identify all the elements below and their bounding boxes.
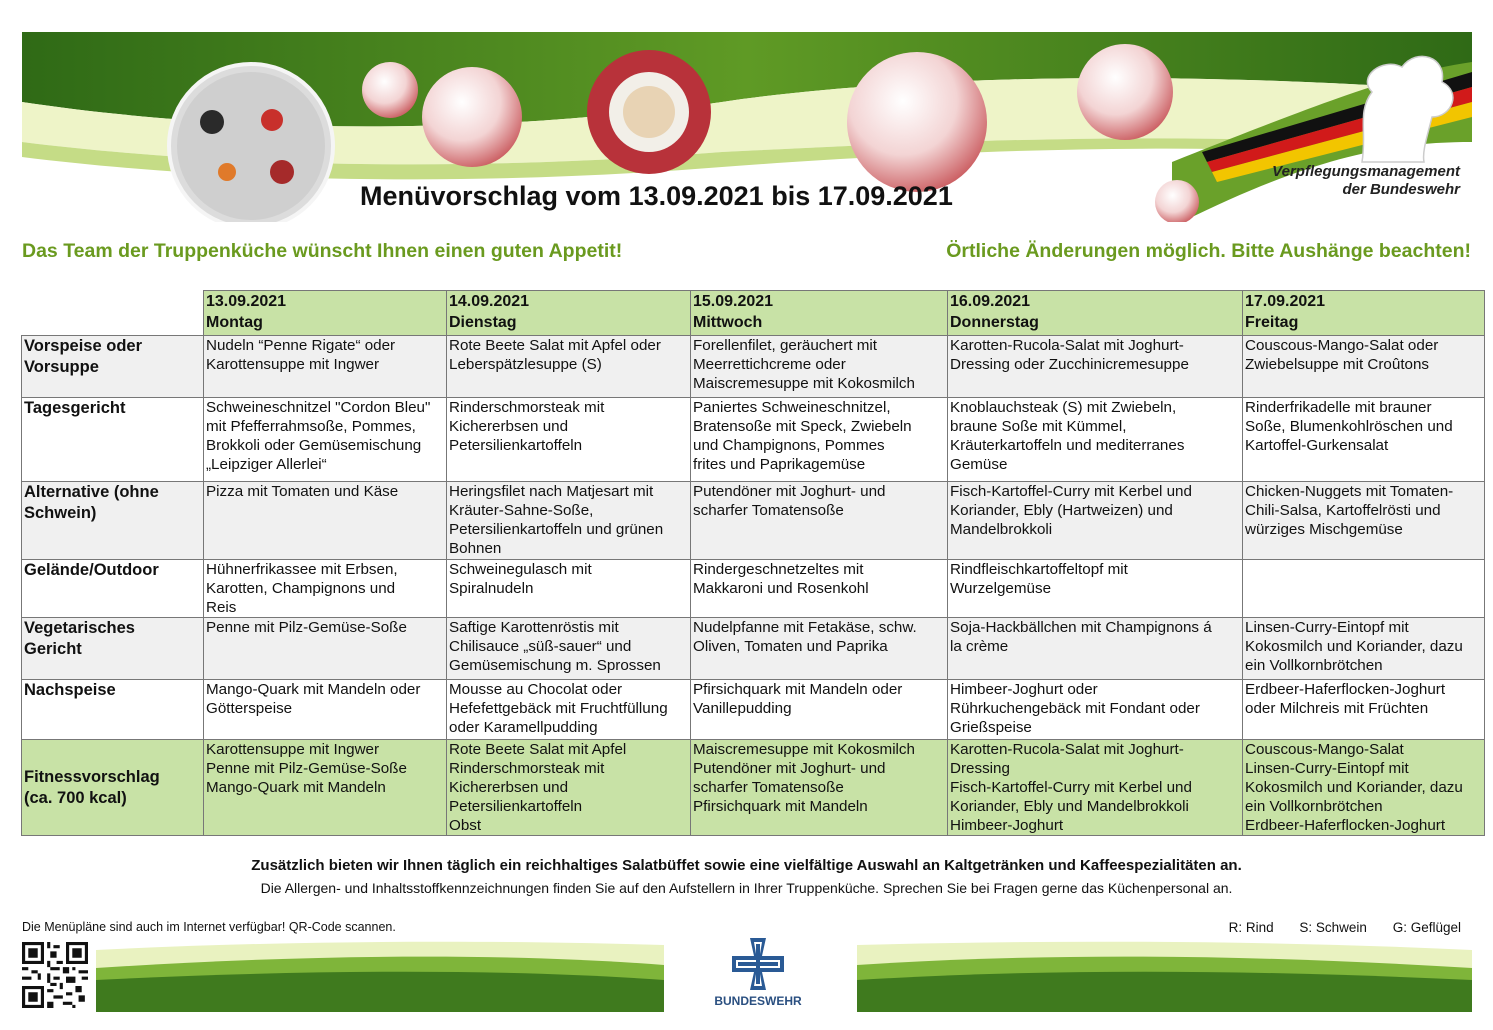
menu-cell — [691, 560, 948, 618]
menu-body — [22, 336, 1485, 836]
menu-cell — [691, 482, 948, 560]
menu-cell — [1243, 740, 1485, 836]
menu-cell-line: la crème — [950, 638, 1009, 655]
menu-cell-line: Erdbeer-Haferflocken-Joghurt — [1245, 817, 1446, 834]
menu-cell-line: Forellenfilet, geräuchert mit — [693, 337, 878, 354]
menu-cell-line: würziges Mischgemüse — [1245, 521, 1403, 538]
menu-cell-line: mit Pfefferrahmsoße, Pommes, — [206, 418, 416, 435]
day-date: 15.09.2021 — [693, 293, 774, 310]
menu-cell-line: Maiscremesuppe mit Kokosmilch — [693, 375, 915, 392]
menu-cell — [948, 618, 1243, 680]
menu-cell-line: Pizza mit Tomaten und Käse — [206, 483, 399, 500]
row-label-line: Gericht — [24, 640, 82, 658]
allergen-note: Die Allergen- und Inhaltsstoffkennzeichnungen finden Sie auf den Aufstellern in Ihrer Truppenküche. Sprechen Sie bei Fragen gerne das Küchenpersonal an. — [260, 880, 1233, 896]
menu-cell-line: Schweineschnitzel "Cordon Bleu" — [206, 399, 431, 416]
menu-cell — [204, 740, 447, 836]
day-header-row — [22, 291, 1485, 336]
salad-note: Zusätzlich bieten wir Ihnen täglich ein reichhaltiges Salatbüffet sowie eine vielfältige Auswahl an Kaltgetränken und Kaffeespezialitäten an. — [251, 857, 1242, 874]
menu-cell — [447, 560, 691, 618]
menu-cell-line: „Leipziger Allerlei“ — [206, 456, 327, 473]
menu-row — [22, 680, 1485, 740]
menu-cell-line: Putendöner mit Joghurt- und — [693, 483, 886, 500]
menu-cell-line: Paniertes Schweineschnitzel, — [693, 399, 891, 416]
meat-legend — [1207, 920, 1461, 935]
menu-cell-line: scharfer Tomatensoße — [693, 779, 844, 796]
day-date: 17.09.2021 — [1245, 293, 1326, 310]
menu-cell-line: Couscous-Mango-Salat oder — [1245, 337, 1439, 354]
day-header — [948, 291, 1243, 336]
menu-cell-line: Karottensuppe mit Ingwer — [206, 741, 380, 758]
menu-cell — [447, 740, 691, 836]
menu-cell-line: frites und Paprikagemüse — [693, 456, 866, 473]
menu-cell-line: Hefefettgebäck mit Fruchtfüllung — [449, 700, 668, 717]
menu-cell — [1243, 482, 1485, 560]
menu-row — [22, 560, 1485, 618]
footer-wave-right — [857, 940, 1472, 1012]
menu-cell-line: Karottensuppe mit Ingwer — [206, 356, 380, 373]
greeting-text: Das Team der Truppenküche wünscht Ihnen einen guten Appetit! — [22, 240, 623, 262]
menu-cell-line: Kartoffel-Gurkensalat — [1245, 437, 1389, 454]
menu-cell — [204, 680, 447, 740]
menu-cell-line: Fisch-Kartoffel-Curry mit Kerbel und — [950, 483, 1192, 500]
menu-cell-line: ein Vollkornbrötchen — [1245, 657, 1383, 674]
menu-cell-line: Fisch-Kartoffel-Curry mit Kerbel und — [950, 779, 1192, 796]
menu-cell — [691, 336, 948, 398]
menu-cell-line: Zwiebelsuppe mit Croûtons — [1245, 356, 1430, 373]
menu-cell-line: Nudeln “Penne Rigate“ oder — [206, 337, 396, 354]
menu-cell — [948, 336, 1243, 398]
menu-cell-line: Soße, Blumenkohlröschen und — [1245, 418, 1453, 435]
menu-cell-line: Reis — [206, 599, 237, 616]
menu-cell-line: Makkaroni und Rosenkohl — [693, 580, 869, 597]
menu-cell — [948, 560, 1243, 618]
menu-cell — [204, 336, 447, 398]
row-label-line: Vorspeise oder — [24, 337, 142, 355]
day-header — [1243, 291, 1485, 336]
row-label — [22, 336, 204, 398]
menu-row — [22, 482, 1485, 560]
menu-cell-line: Chili-Salsa, Kartoffelrösti und — [1245, 502, 1441, 519]
menu-cell-line: Penne mit Pilz-Gemüse-Soße — [206, 619, 407, 636]
menu-cell-line: Chilisauce „süß-sauer“ und — [449, 638, 632, 655]
bundeswehr-logo-text: BUNDESWEHR — [714, 994, 802, 1008]
menu-cell-line: oder Karamellpudding — [449, 719, 598, 736]
menu-cell — [1243, 560, 1485, 618]
menu-cell-line: Koriander, Ebly (Hartweizen) und — [950, 502, 1173, 519]
menu-cell — [204, 618, 447, 680]
menu-cell-line: Petersilienkartoffeln — [449, 437, 583, 454]
day-header — [447, 291, 691, 336]
day-header — [204, 291, 447, 336]
qr-code-icon[interactable] — [22, 942, 88, 1008]
menu-cell-line: Bratensoße mit Speck, Zwiebeln — [693, 418, 912, 435]
menu-cell-line: Rote Beete Salat mit Apfel oder — [449, 337, 661, 354]
menu-cell-line: Götterspeise — [206, 700, 293, 717]
brand-line-2: der Bundeswehr — [1342, 181, 1460, 198]
menu-cell-line: Rindfleischkartoffeltopf mit — [950, 561, 1128, 578]
menu-row — [22, 398, 1485, 482]
menu-cell-line: Knoblauchsteak (S) mit Zwiebeln, — [950, 399, 1177, 416]
menu-cell-line: Kräuterkartoffeln und mediterranes — [950, 437, 1185, 454]
day-header — [691, 291, 948, 336]
menu-cell — [691, 398, 948, 482]
menu-cell-line: Rührkuchengebäck mit Fondant oder — [950, 700, 1200, 717]
menu-cell-line: Wurzelgemüse — [950, 580, 1052, 597]
menu-cell-line: Karotten-Rucola-Salat mit Joghurt- — [950, 741, 1184, 758]
row-label-line: Schwein) — [24, 504, 97, 522]
menu-cell-line: Putendöner mit Joghurt- und — [693, 760, 886, 777]
menu-cell-line: Meerrettichcreme oder — [693, 356, 846, 373]
menu-cell — [447, 680, 691, 740]
menu-cell — [1243, 398, 1485, 482]
menu-cell — [204, 482, 447, 560]
menu-cell-line: Dressing — [950, 760, 1010, 777]
menu-cell-line: Nudelpfanne mit Fetakäse, schw. — [693, 619, 917, 636]
menu-cell-line: Himbeer-Joghurt — [950, 817, 1064, 834]
row-label — [22, 740, 204, 836]
menu-cell-line: Grießspeise — [950, 719, 1032, 736]
row-label-line: (ca. 700 kcal) — [24, 788, 127, 807]
menu-cell — [948, 680, 1243, 740]
menu-cell — [1243, 618, 1485, 680]
row-label — [22, 680, 204, 740]
page-title: Menüvorschlag vom 13.09.2021 bis 17.09.2021 — [360, 181, 953, 211]
day-date: 14.09.2021 — [449, 293, 530, 310]
menu-row — [22, 740, 1485, 836]
menu-cell — [447, 336, 691, 398]
menu-cell-line: Petersilienkartoffeln und grünen — [449, 521, 664, 538]
menu-cell — [691, 680, 948, 740]
row-label-line: Alternative (ohne — [24, 483, 159, 501]
row-label — [22, 560, 204, 618]
day-name: Donnerstag — [950, 314, 1039, 331]
menu-cell-line: Himbeer-Joghurt oder — [950, 681, 1098, 698]
menu-cell-line: Saftige Karottenröstis mit — [449, 619, 619, 636]
menu-cell — [447, 618, 691, 680]
menu-cell-line: Kräuter-Sahne-Soße, — [449, 502, 594, 519]
menu-cell-line: Mango-Quark mit Mandeln oder — [206, 681, 421, 698]
menu-cell-line: Koriander, Ebly und Mandelbrokkoli — [950, 798, 1189, 815]
row-label — [22, 482, 204, 560]
menu-cell — [204, 560, 447, 618]
menu-cell-line: Pfirsichquark mit Mandeln — [693, 798, 868, 815]
menu-cell-line: Leberspätzlesuppe (S) — [449, 356, 602, 373]
menu-cell-line: Rinderschmorsteak mit — [449, 399, 605, 416]
row-label-line: Gelände/Outdoor — [24, 561, 159, 579]
menu-cell-line: Karotten-Rucola-Salat mit Joghurt- — [950, 337, 1184, 354]
day-date: 13.09.2021 — [206, 293, 287, 310]
menu-cell-line: Erdbeer-Haferflocken-Joghurt — [1245, 681, 1446, 698]
menu-cell-line: Penne mit Pilz-Gemüse-Soße — [206, 760, 407, 777]
menu-cell-line: Chicken-Nuggets mit Tomaten- — [1245, 483, 1454, 500]
menu-table — [21, 290, 1485, 836]
footer-wave-left — [96, 940, 664, 1012]
menu-cell-line: Maiscremesuppe mit Kokosmilch — [693, 741, 915, 758]
menu-cell-line: Kichererbsen und — [449, 779, 569, 796]
row-label-line: Fitnessvorschlag — [24, 767, 160, 786]
menu-row — [22, 336, 1485, 398]
legend-item: R: Rind — [1228, 920, 1274, 935]
menu-cell — [948, 482, 1243, 560]
menu-cell-line: Hühnerfrikassee mit Erbsen, — [206, 561, 398, 578]
menu-cell-line: Spiralnudeln — [449, 580, 534, 597]
legend-item: S: Schwein — [1299, 920, 1367, 935]
menu-cell-line: Couscous-Mango-Salat — [1245, 741, 1404, 758]
row-label-line: Vegetarisches — [24, 619, 135, 637]
row-label-line: Vorsuppe — [24, 358, 99, 376]
menu-cell — [204, 398, 447, 482]
row-label — [22, 618, 204, 680]
menu-cell-line: oder Milchreis mit Früchten — [1245, 700, 1429, 717]
day-name: Dienstag — [449, 314, 517, 331]
menu-cell-line: Mandelbrokkoli — [950, 521, 1053, 538]
menu-cell-line: Pfirsichquark mit Mandeln oder — [693, 681, 903, 698]
menu-cell — [447, 482, 691, 560]
menu-cell-line: Heringsfilet nach Matjesart mit — [449, 483, 654, 500]
menu-cell-line: Kokosmilch und Koriander, dazu — [1245, 638, 1463, 655]
row-label-line: Tagesgericht — [24, 399, 126, 417]
menu-cell-line: Brokkoli oder Gemüsemischung — [206, 437, 422, 454]
brand-name — [1230, 163, 1460, 199]
menu-cell-line: Bohnen — [449, 540, 502, 557]
day-date: 16.09.2021 — [950, 293, 1031, 310]
row-label-line: Nachspeise — [24, 681, 116, 699]
menu-cell-line: Gemüse — [950, 456, 1008, 473]
menu-cell-line: Schweinegulasch mit — [449, 561, 592, 578]
menu-cell — [691, 740, 948, 836]
corner-cell — [22, 291, 204, 336]
menu-cell — [948, 398, 1243, 482]
menu-cell-line: Obst — [449, 817, 482, 834]
menu-cell-line: Oliven, Tomaten und Paprika — [693, 638, 888, 655]
row-label — [22, 398, 204, 482]
menu-cell — [1243, 680, 1485, 740]
menu-cell — [447, 398, 691, 482]
menu-cell-line: Dressing oder Zucchinicremesuppe — [950, 356, 1189, 373]
day-name: Mittwoch — [693, 314, 763, 331]
menu-cell-line: Petersilienkartoffeln — [449, 798, 583, 815]
menu-cell-line: Karotten, Champignons und — [206, 580, 396, 597]
brand-line-1: Verpflegungsmanagement — [1272, 163, 1460, 180]
web-note: Die Menüpläne sind auch im Internet verfügbar! QR-Code scannen. — [22, 920, 396, 934]
menu-cell-line: ein Vollkornbrötchen — [1245, 798, 1383, 815]
menu-cell-line: Vanillepudding — [693, 700, 792, 717]
menu-cell-line: Gemüsemischung m. Sprossen — [449, 657, 661, 674]
menu-cell — [691, 618, 948, 680]
menu-cell-line: Soja-Hackbällchen mit Champignons á — [950, 619, 1212, 636]
menu-cell-line: Mousse au Chocolat oder — [449, 681, 623, 698]
menu-cell — [1243, 336, 1485, 398]
menu-cell-line: scharfer Tomatensoße — [693, 502, 844, 519]
menu-cell-line: Mango-Quark mit Mandeln — [206, 779, 386, 796]
menu-cell-line: und Champignons, Pommes — [693, 437, 885, 454]
menu-cell-line: Linsen-Curry-Eintopf mit — [1245, 760, 1409, 777]
menu-cell-line: Rinderschmorsteak mit — [449, 760, 605, 777]
bundeswehr-cross-icon — [730, 936, 786, 992]
day-name: Montag — [206, 314, 263, 331]
legend-item: G: Geflügel — [1392, 920, 1461, 935]
menu-cell-line: Rote Beete Salat mit Apfel — [449, 741, 627, 758]
menu-cell — [948, 740, 1243, 836]
notice-text: Örtliche Änderungen möglich. Bitte Aushänge beachten! — [946, 240, 1471, 262]
menu-cell-line: Linsen-Curry-Eintopf mit — [1245, 619, 1409, 636]
menu-cell-line: Rinderfrikadelle mit brauner — [1245, 399, 1432, 416]
menu-cell-line: Kichererbsen und — [449, 418, 569, 435]
menu-cell-line: Kokosmilch und Koriander, dazu — [1245, 779, 1463, 796]
day-name: Freitag — [1245, 314, 1299, 331]
menu-cell-line: Rindergeschnetzeltes mit — [693, 561, 864, 578]
menu-row — [22, 618, 1485, 680]
menu-cell-line: braune Soße mit Kümmel, — [950, 418, 1127, 435]
